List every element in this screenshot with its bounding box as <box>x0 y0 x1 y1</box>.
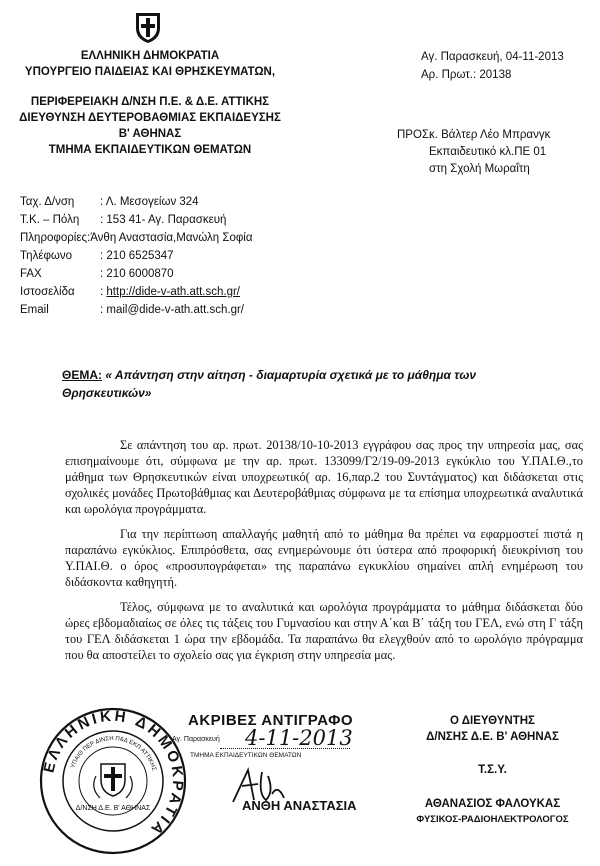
certified-copy-stamp <box>160 712 390 832</box>
contact-label: FAX <box>20 268 42 280</box>
seal-inner-text: ΥΠΑΙΘ ΠΕΡ ΔΙΝΣΗ Π&Δ ΕΚΠ ΑΤΤΙΚΗΣ <box>70 735 157 772</box>
contact-label: Πληροφορίες: <box>20 232 91 244</box>
subject <box>62 366 537 402</box>
header-line: ΥΠΟΥΡΓΕΙΟ ΠΑΙΔΕΙΑΣ ΚΑΙ ΘΡΗΣΚΕΥΜΑΤΩΝ, <box>24 66 276 78</box>
seal-outer-text: ΕΛΛΗΝΙΚΗ ΔΗΜΟΚΡΑΤΙΑ <box>40 707 187 840</box>
body-paragraph: Για την περίπτωση απαλλαγής μαθητή από το μάθημα θα πρέπει να εφαρμοστεί πιστά η παραπάνω εγκύκλιος. Επιπρόσθετα, σας ενημερώνουμε ότι ύστερα από προφορική διευκρίνιση του Υ.ΠΑΙ.Θ. ο όρος «προσυπογράφεται» της παραπάνω εγκυκλίου σημαίνει απλή ενημέρωση του διδάσκοντα καθηγητή. <box>65 527 583 589</box>
contact-row: Τ.Κ. – Πόλη : 153 41- Αγ. Παρασκευή <box>20 211 253 229</box>
contact-label: Email <box>20 304 49 316</box>
contact-label: Τηλέφωνο <box>20 250 73 262</box>
protocol-number: Αρ. Πρωτ.: 20138 <box>421 69 512 81</box>
signature-tsy: Τ.Σ.Υ. <box>478 764 507 776</box>
contact-details <box>20 193 253 319</box>
signature-title: Ο ΔΙΕΥΘΥΝΤΗΣ <box>450 715 535 727</box>
contact-row: Ιστοσελίδα : http://dide-v-ath.att.sch.gr/ <box>20 283 253 301</box>
contact-label: Ιστοσελίδα <box>20 286 75 298</box>
contact-row: Email : mail@dide-v-ath.att.sch.gr/ <box>20 301 253 319</box>
contact-label: Τ.Κ. – Πόλη <box>20 214 80 226</box>
website-link[interactable]: http://dide-v-ath.att.sch.gr/ <box>106 286 240 298</box>
contact-row: Τηλέφωνο : 210 6525347 <box>20 247 253 265</box>
signature-name: ΑΘΑΝΑΣΙΟΣ ΦΑΛΟΥΚΑΣ <box>424 798 561 810</box>
stamp-name: ΑΝΘΗ ΑΝΑΣΤΑΣΙΑ <box>242 798 357 813</box>
coat-of-arms-emblem <box>133 10 163 44</box>
header-line <box>10 80 290 94</box>
contact-value: 210 6000870 <box>106 268 174 280</box>
subject-text: « Απάντηση στην αίτηση - διαμαρτυρία σχετικά με το μάθημα των Θρησκευτικών» <box>62 368 477 400</box>
body-paragraph: Σε απάντηση του αρ. πρωτ. 20138/10-10-2013 εγγράφου σας προς την υπηρεσία μας, σας επισημαίνουμε ότι, σύμφωνα με την αρ. πρωτ. 133099/Γ2/19-09-2013 εγκύκλιο του Υ.ΠΑΙ.Θ.,το μάθημα των Θρησκευτικών είναι υποχρεωτικό( αρ. 16,παρ.2 του Συντάγματος) και διδάσκεται στις σχολικές μονάδες Πρωτοβάθμιας και Δευτεροβάθμιας σύμφωνα με τα επίσημα υποχρεωτικά αναλυτικά και ωρολόγια προγράμματα. <box>65 438 583 516</box>
contact-row: Ταχ. Δ/νση : Λ. Μεσογείων 324 <box>20 193 253 211</box>
contact-row: FAX : 210 6000870 <box>20 265 253 283</box>
handwritten-date: 4-11-2013 <box>245 726 353 750</box>
body-paragraph: Τέλος, σύμφωνα με το αναλυτικά και ωρολόγια προγράμματα το μάθημα διδάσκεται δύο ώρες εβδομαδιαίως σε όλες τις τάξεις του Γυμνασίου και στην Α΄και Β΄ τάξη του ΓΕΛ, ενώ στη Γ τάξη του ΓΕΛ διδάσκεται 1 ώρα την εβδομάδα. Τα παραπάνω θα ελεγχθούν από το ωρολόγιο πρόγραμμα που θα αποστείλει το σχολείο σας για έγκριση στην υπηρεσία μας. <box>65 600 583 662</box>
contact-value: 210 6525347 <box>106 250 174 262</box>
contact-value: Λ. Μεσογείων 324 <box>105 196 199 208</box>
date: Αγ. Παρασκευή, 04-11-2013 <box>421 51 564 63</box>
date-protocol <box>421 48 564 84</box>
recipient-line: στη Σχολή Μωραΐτη <box>429 163 530 175</box>
contact-label: Ταχ. Δ/νση <box>20 196 75 208</box>
letter-body <box>65 437 583 672</box>
header-line: Β' ΑΘΗΝΑΣ <box>118 128 182 140</box>
contact-value: Άνθη Αναστασία,Μανώλη Σοφία <box>90 232 253 244</box>
stamp-place-label: Αγ. Παρασκευή <box>172 736 220 743</box>
stamp-dept: ΤΜΗΜΑ ΕΚΠΑΙΔΕΥΤΙΚΩΝ ΘΕΜΑΤΩΝ <box>190 752 302 759</box>
seal-center-text: Δ/ΝΣΗ Δ.Ε. Β' ΑΘΗΝΑΣ <box>75 805 151 812</box>
contact-row <box>20 229 253 247</box>
certified-copy-title: ΑΚΡΙΒΕΣ ΑΝΤΙΓΡΑΦΟ <box>188 712 354 729</box>
contact-value: 153 41- Αγ. Παρασκευή <box>106 214 227 226</box>
header-line: ΕΛΛΗΝΙΚΗ ΔΗΜΟΚΡΑΤΙΑ <box>80 50 220 62</box>
header-line: ΠΕΡΙΦΕΡΕΙΑΚΗ Δ/ΝΣΗ Π.Ε. & Δ.Ε. ΑΤΤΙΚΗΣ <box>30 96 270 108</box>
signature-title: Δ/ΝΣΗΣ Δ.Ε. Β' ΑΘΗΝΑΣ <box>426 731 559 743</box>
subject-label: ΘΕΜΑ: <box>62 368 102 382</box>
signature-role: ΦΥΣΙΚΟΣ-ΡΑΔΙΟΗΛΕΚΤΡΟΛΟΓΟΣ <box>416 814 569 825</box>
letterhead <box>10 48 290 158</box>
recipient-label: ΠΡΟΣ: <box>397 129 433 141</box>
header-line: ΔΙΕΥΘΥΝΣΗ ΔΕΥΤΕΡΟΒΑΘΜΙΑΣ ΕΚΠΑΙΔΕΥΣΗΣ <box>19 112 281 124</box>
recipient-line: Εκπαιδευτικό κλ.ΠΕ 01 <box>429 146 547 158</box>
email-value: mail@dide-v-ath.att.sch.gr/ <box>106 304 244 316</box>
header-line: ΤΜΗΜΑ ΕΚΠΑΙΔΕΥΤΙΚΩΝ ΘΕΜΑΤΩΝ <box>48 144 252 156</box>
recipient-line: κ. Βάλτερ Λέο Μπρανγκ <box>429 129 551 141</box>
signature-block <box>400 713 585 828</box>
